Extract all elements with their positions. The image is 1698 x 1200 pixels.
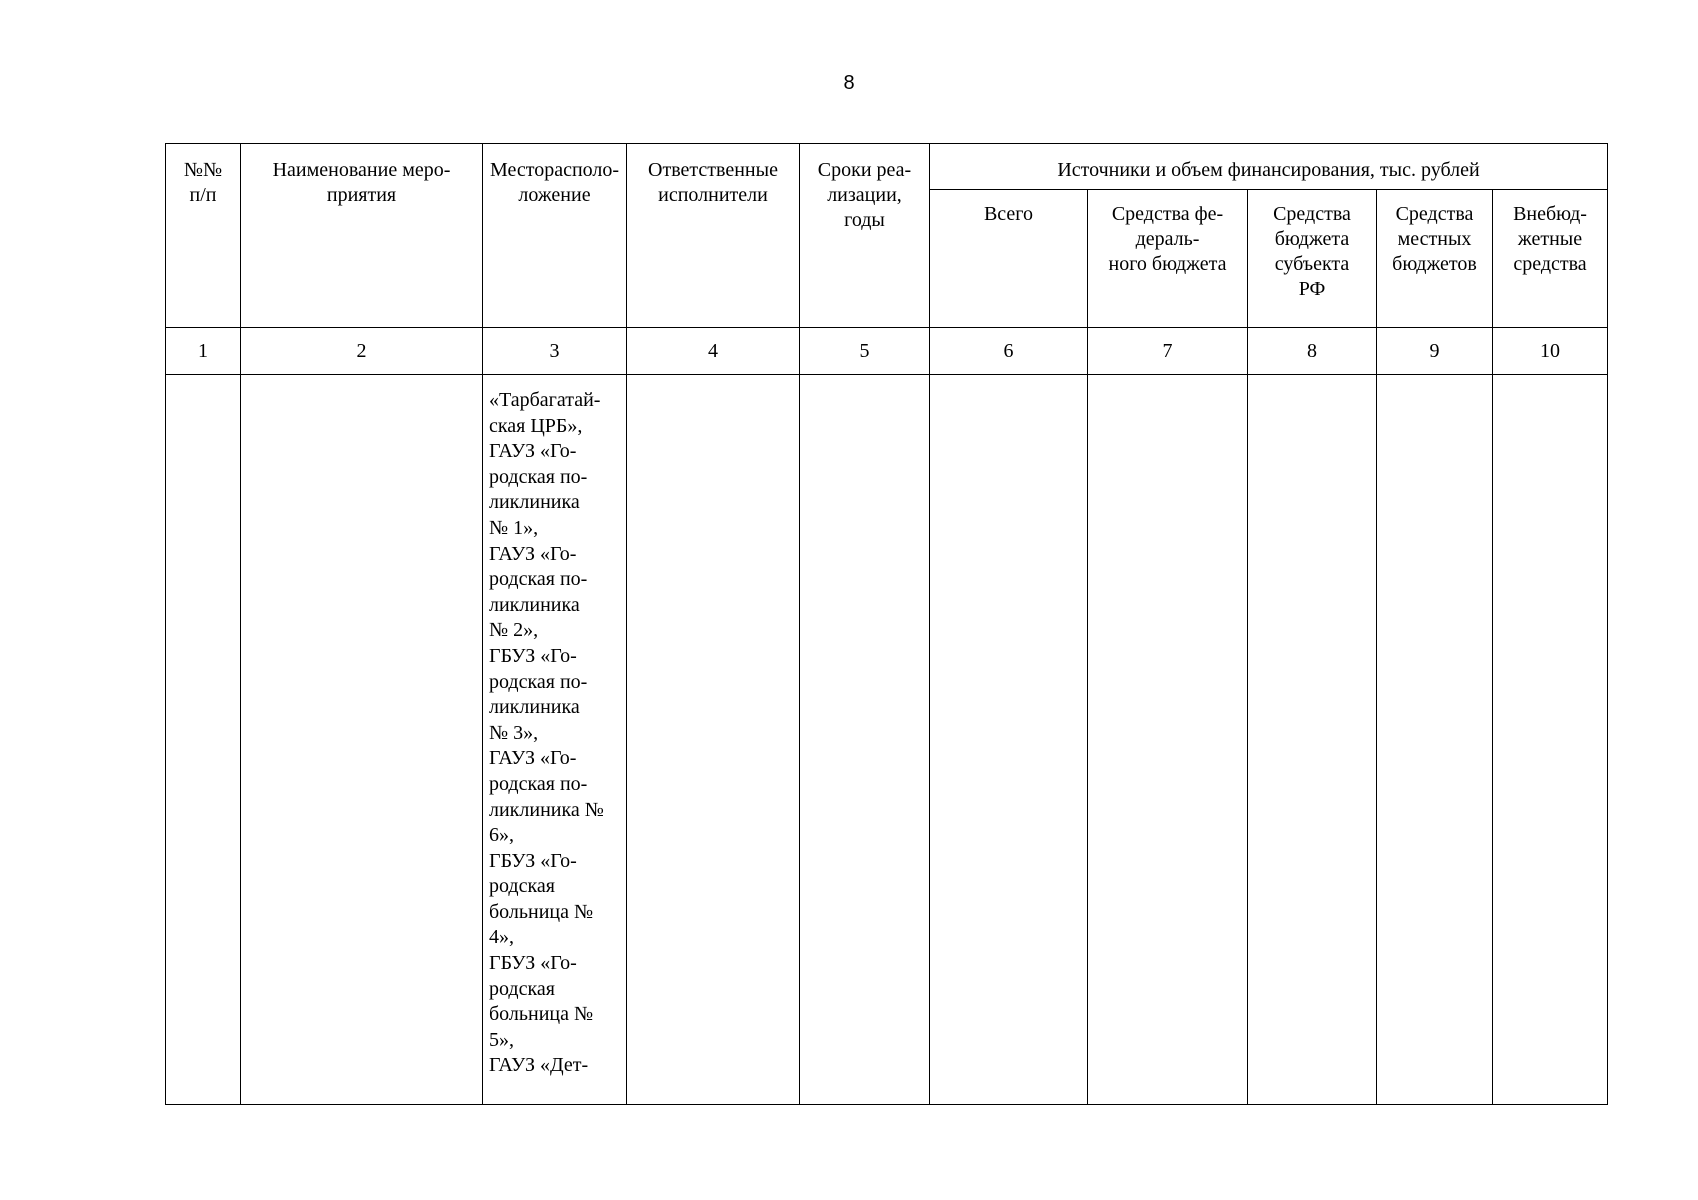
cell-local-budgets	[1377, 375, 1493, 1105]
cell-event-name	[241, 375, 483, 1105]
cell-federal-budget	[1088, 375, 1248, 1105]
header-row-top	[166, 144, 1608, 190]
header-local-budgets: Средства местных бюджетов	[1377, 190, 1493, 328]
column-number: 7	[1088, 328, 1248, 375]
header-responsible: Ответственные исполнители	[627, 144, 800, 328]
cell-regional-budget	[1248, 375, 1377, 1105]
column-number: 1	[166, 328, 241, 375]
column-number: 5	[800, 328, 930, 375]
column-number: 8	[1248, 328, 1377, 375]
financing-plan-table	[165, 143, 1608, 1105]
column-number: 10	[1493, 328, 1608, 375]
cell-responsible	[627, 375, 800, 1105]
header-financing-group: Источники и объем финансирования, тыс. рублей	[930, 144, 1608, 190]
header-number: №№ п/п	[166, 144, 241, 328]
header-federal-budget: Средства фе- дераль- ного бюджета	[1088, 190, 1248, 328]
cell-location: «Тарбагатай- ская ЦРБ», ГАУЗ «Го- родская по- ликлиника № 1», ГАУЗ «Го- родская по- ликлиника № 2», ГБУЗ «Го- родская по- ликлиника № 3», ГАУЗ «Го- родская по- ликлиника № 6», ГБУЗ «Го- родская больница № 4», ГБУЗ «Го- родская больница № 5», ГАУЗ «Дет-	[483, 375, 627, 1105]
header-event-name: Наименование меро- приятия	[241, 144, 483, 328]
page-number: 8	[843, 72, 855, 94]
column-number: 3	[483, 328, 627, 375]
column-number-row	[166, 328, 1608, 375]
cell-timeframe	[800, 375, 930, 1105]
column-number: 2	[241, 328, 483, 375]
table-row	[166, 375, 1608, 1105]
cell-extrabudgetary	[1493, 375, 1608, 1105]
column-number: 4	[627, 328, 800, 375]
column-number: 6	[930, 328, 1088, 375]
column-number: 9	[1377, 328, 1493, 375]
header-location: Месторасполо- ложение	[483, 144, 627, 328]
cell-total	[930, 375, 1088, 1105]
cell-number	[166, 375, 241, 1105]
header-extrabudgetary: Внебюд- жетные средства	[1493, 190, 1608, 328]
header-total: Всего	[930, 190, 1088, 328]
header-regional-budget: Средства бюджета субъекта РФ	[1248, 190, 1377, 328]
header-timeframe: Сроки реа- лизации, годы	[800, 144, 930, 328]
